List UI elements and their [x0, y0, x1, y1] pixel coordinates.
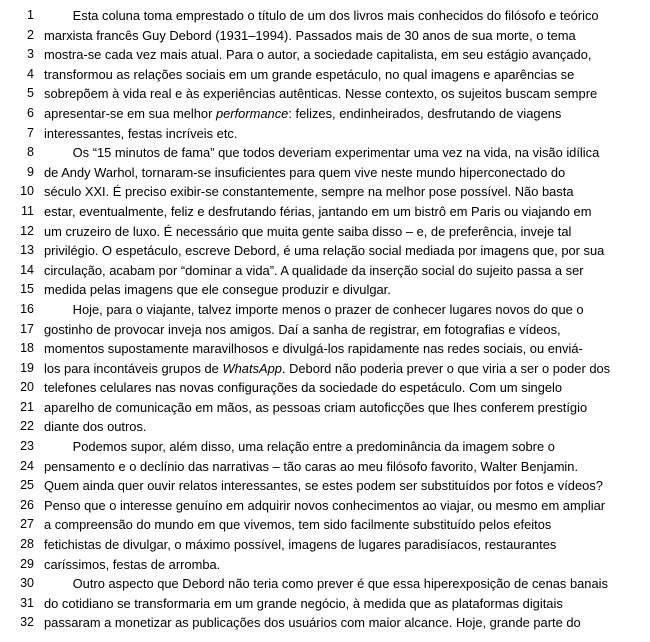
document-line-row: [0, 26, 642, 46]
document-line-row: [0, 398, 642, 418]
line-text: telefones celulares nas novas configurações da sociedade do espetáculo. Com um singelo: [44, 380, 563, 396]
document-line-row: [0, 378, 642, 398]
line-text: caríssimos, festas de arromba.: [44, 556, 221, 572]
document-line-row: [0, 65, 642, 85]
line-text: Penso que o interesse genuíno em adquirir novos conhecimentos ao viajar, ou mesmo em ampliar: [44, 497, 606, 513]
line-number: 10: [20, 184, 34, 199]
line-text: estar, eventualmente, feliz e desfrutando férias, jantando em um bistrô em Paris ou viajando em: [44, 203, 592, 219]
line-number: 6: [27, 105, 34, 120]
line-text: gostinho de provocar inveja nos amigos. Daí a sanha de registrar, em fotografias e vídeos,: [44, 321, 561, 337]
line-number: 4: [27, 66, 34, 81]
document-line-row: [0, 202, 642, 222]
document-line-row: [0, 417, 642, 437]
document-line-row: [0, 143, 642, 163]
document-line-row: [0, 535, 642, 555]
line-number: 28: [20, 537, 34, 552]
document-line-row: [0, 163, 642, 183]
document-line-row: [0, 280, 642, 300]
document-line-row: [0, 261, 642, 281]
line-number: 9: [27, 164, 34, 179]
line-number: 16: [20, 301, 34, 316]
line-text: apresentar-se em sua melhor performance: felizes, endinheirados, desfrutando de viagens: [44, 105, 562, 121]
document-line-row: [0, 84, 642, 104]
document-line-row: [0, 515, 642, 535]
line-number: 24: [20, 458, 34, 473]
line-text: Outro aspecto que Debord não teria como prever é que essa hiperexposição de cenas banais: [44, 576, 608, 592]
line-text: circulação, acabam por “dominar a vida”. A qualidade da inserção social do sujeito passa a ser: [44, 262, 584, 278]
line-text: medida pelas imagens que ele consegue produzir e divulgar.: [44, 282, 391, 298]
document-line-row: [0, 594, 642, 614]
line-number: 27: [20, 517, 34, 532]
document-line-row: [0, 613, 642, 633]
line-text: interessantes, festas incríveis etc.: [44, 125, 238, 141]
line-number: 2: [27, 27, 34, 42]
line-text: Esta coluna toma emprestado o título de um dos livros mais conhecidos do filósofo e teórico: [44, 8, 599, 23]
line-text: do cotidiano se transformaria em um grande negócio, à medida que as plataformas digitais: [44, 595, 563, 611]
line-text: Quem ainda quer ouvir relatos interessantes, se estes podem ser substituídos por fotos e vídeos?: [44, 478, 603, 494]
line-text: fetichistas de divulgar, o máximo possível, imagens de lugares paradisíacos, restaurantes: [44, 537, 557, 553]
document-line-row: [0, 241, 642, 261]
line-text: passaram a monetizar as publicações dos usuários com maior alcance. Hoje, grande parte do: [44, 615, 581, 631]
line-text: Os “15 minutos de fama” que todos deveriam experimentar uma vez na vida, na visão idílica: [44, 145, 600, 161]
document-line-row: [0, 476, 642, 496]
document-line-row: [0, 437, 642, 457]
document-line-row: [0, 457, 642, 477]
line-number: 22: [20, 419, 34, 434]
line-text: pensamento e o declínio das narrativas – tão caras ao meu filósofo favorito, Walter Benjamin.: [44, 458, 579, 474]
line-number: 19: [20, 360, 34, 375]
line-text: momentos supostamente maravilhosos e divulgá-los rapidamente nas redes sociais, ou enviá-: [44, 341, 583, 357]
line-text: los para incontáveis grupos de WhatsApp. Debord não poderia prever o que viria a ser o poder dos: [44, 360, 611, 376]
document-line-row: [0, 104, 642, 124]
line-number: 25: [20, 478, 34, 493]
line-number: 5: [27, 86, 34, 101]
document-line-row: [0, 300, 642, 320]
line-text: diante dos outros.: [44, 419, 147, 435]
line-number: 30: [20, 576, 34, 591]
line-text: Hoje, para o viajante, talvez importe menos o prazer de conhecer lugares novos do que o: [44, 301, 584, 317]
document-line-row: [0, 124, 642, 144]
document-line-row: [0, 359, 642, 379]
line-number: 21: [20, 399, 34, 414]
line-text: marxista francês Guy Debord (1931–1994). Passados mais de 30 anos de sua morte, o tema: [44, 27, 576, 43]
document-line-row: [0, 6, 642, 26]
line-number: 12: [20, 223, 34, 238]
line-number: 17: [20, 321, 34, 336]
line-number: 3: [27, 47, 34, 62]
document-line-row: [0, 339, 642, 359]
line-number: 15: [20, 282, 34, 297]
line-number: 23: [20, 439, 34, 454]
line-number: 26: [20, 497, 34, 512]
document-line-row: [0, 45, 642, 65]
line-text: um cruzeiro de luxo. É necessário que muita gente saiba disso – e, de preferência, inveje tal: [44, 223, 572, 239]
document-line-row: [0, 320, 642, 340]
line-text: privilégio. O espetáculo, escreve Debord, é uma relação social mediada por imagens que, por sua: [44, 243, 605, 259]
line-number: 8: [27, 145, 34, 160]
line-text: transformou as relações sociais em um grande espetáculo, no qual imagens e aparências se: [44, 66, 575, 82]
document-line-row: [0, 555, 642, 575]
line-number: 18: [20, 341, 34, 356]
line-text: século XXI. É preciso exibir-se constantemente, sempre na melhor pose possível. Não basta: [44, 184, 574, 200]
line-number: 13: [20, 243, 34, 258]
line-text: sobrepõem à vida real e às experiências autênticas. Nesse contexto, os sujeitos buscam sempre: [44, 86, 598, 102]
line-text: de Andy Warhol, tornaram-se insuficientes para quem vive neste mundo hiperconectado do: [44, 164, 566, 180]
document-line-row: [0, 182, 642, 202]
line-text: Podemos supor, além disso, uma relação entre a predominância da imagem sobre o: [44, 439, 555, 455]
line-number: 14: [20, 262, 34, 277]
line-text: aparelho de comunicação em mãos, as pessoas criam autoficções que lhes conferem prestígio: [44, 399, 588, 415]
line-number: 29: [20, 556, 34, 571]
line-text: mostra-se cada vez mais atual. Para o autor, a sociedade capitalista, em seu estágio avançado,: [44, 47, 592, 63]
line-text: a compreensão do mundo em que vivemos, tem sido facilmente substituído pelos efeitos: [44, 517, 552, 533]
line-number: 11: [21, 203, 34, 218]
document-line-row: [0, 574, 642, 594]
document-line-row: [0, 222, 642, 242]
line-number: 1: [27, 8, 34, 22]
line-number: 20: [20, 380, 34, 395]
line-number: 32: [20, 615, 34, 630]
line-number: 7: [27, 125, 34, 140]
document-line-row: [0, 496, 642, 516]
line-number: 31: [20, 595, 34, 610]
